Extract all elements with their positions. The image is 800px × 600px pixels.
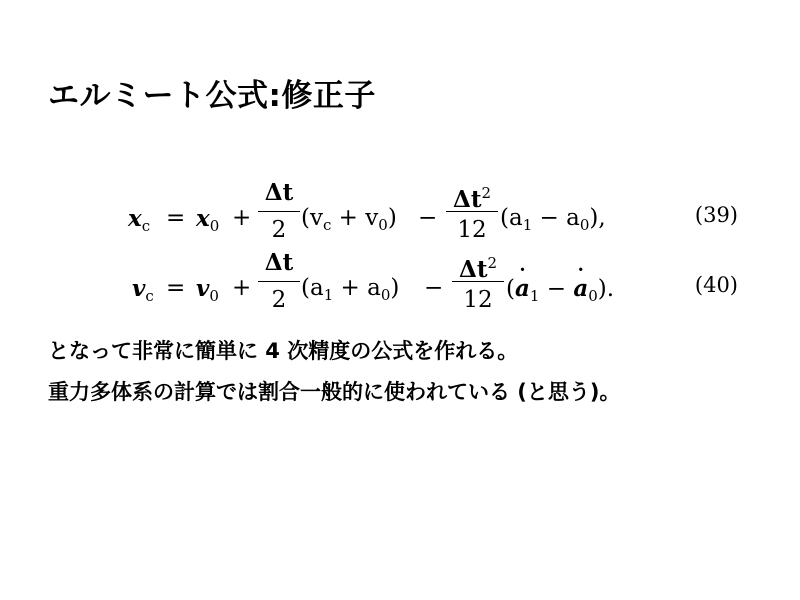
equals-sign: = bbox=[166, 275, 186, 301]
equals-sign: = bbox=[166, 205, 186, 231]
equation-rhs-start: $x_0$ bbox=[196, 205, 220, 235]
plus-sign: + bbox=[232, 275, 252, 301]
equation-number: (40) bbox=[694, 273, 738, 297]
fraction-dt2-over-12: $\Delta t^2$ 12 bbox=[446, 177, 498, 245]
term-acceleration-diff: $(a_1 - a_0)$, bbox=[500, 205, 606, 234]
equation-lhs: $x_c$ bbox=[128, 205, 151, 235]
equation-number: (39) bbox=[694, 203, 738, 227]
term-jerk-diff: (˙ $a_1$ − ˙ $a_0$). bbox=[506, 275, 614, 305]
fraction-dt-over-2: Δt 2 bbox=[258, 177, 300, 245]
equation-40 bbox=[0, 247, 800, 319]
fraction-dt2-over-12: $\Delta t^2$ 12 bbox=[452, 247, 504, 315]
minus-sign: − bbox=[418, 205, 438, 231]
slide-title: エルミート公式:修正子 bbox=[48, 78, 376, 114]
term-acceleration-sum: $(a_1 + a_0)$ bbox=[301, 275, 400, 304]
fraction-dt-over-2: Δt 2 bbox=[258, 247, 300, 315]
body-text-line: 重力多体系の計算では割合一般的に使われている (と思う)。 bbox=[48, 380, 621, 404]
minus-sign: − bbox=[424, 275, 444, 301]
body-text-line: となって非常に簡単に 4 次精度の公式を作れる。 bbox=[48, 339, 519, 363]
term-velocity-sum: $(v_c + v_0)$ bbox=[301, 205, 397, 234]
equation-39 bbox=[0, 177, 800, 249]
plus-sign: + bbox=[232, 205, 252, 231]
equation-rhs-start: $v_0$ bbox=[196, 275, 219, 305]
equation-lhs: $v_c$ bbox=[132, 275, 154, 305]
